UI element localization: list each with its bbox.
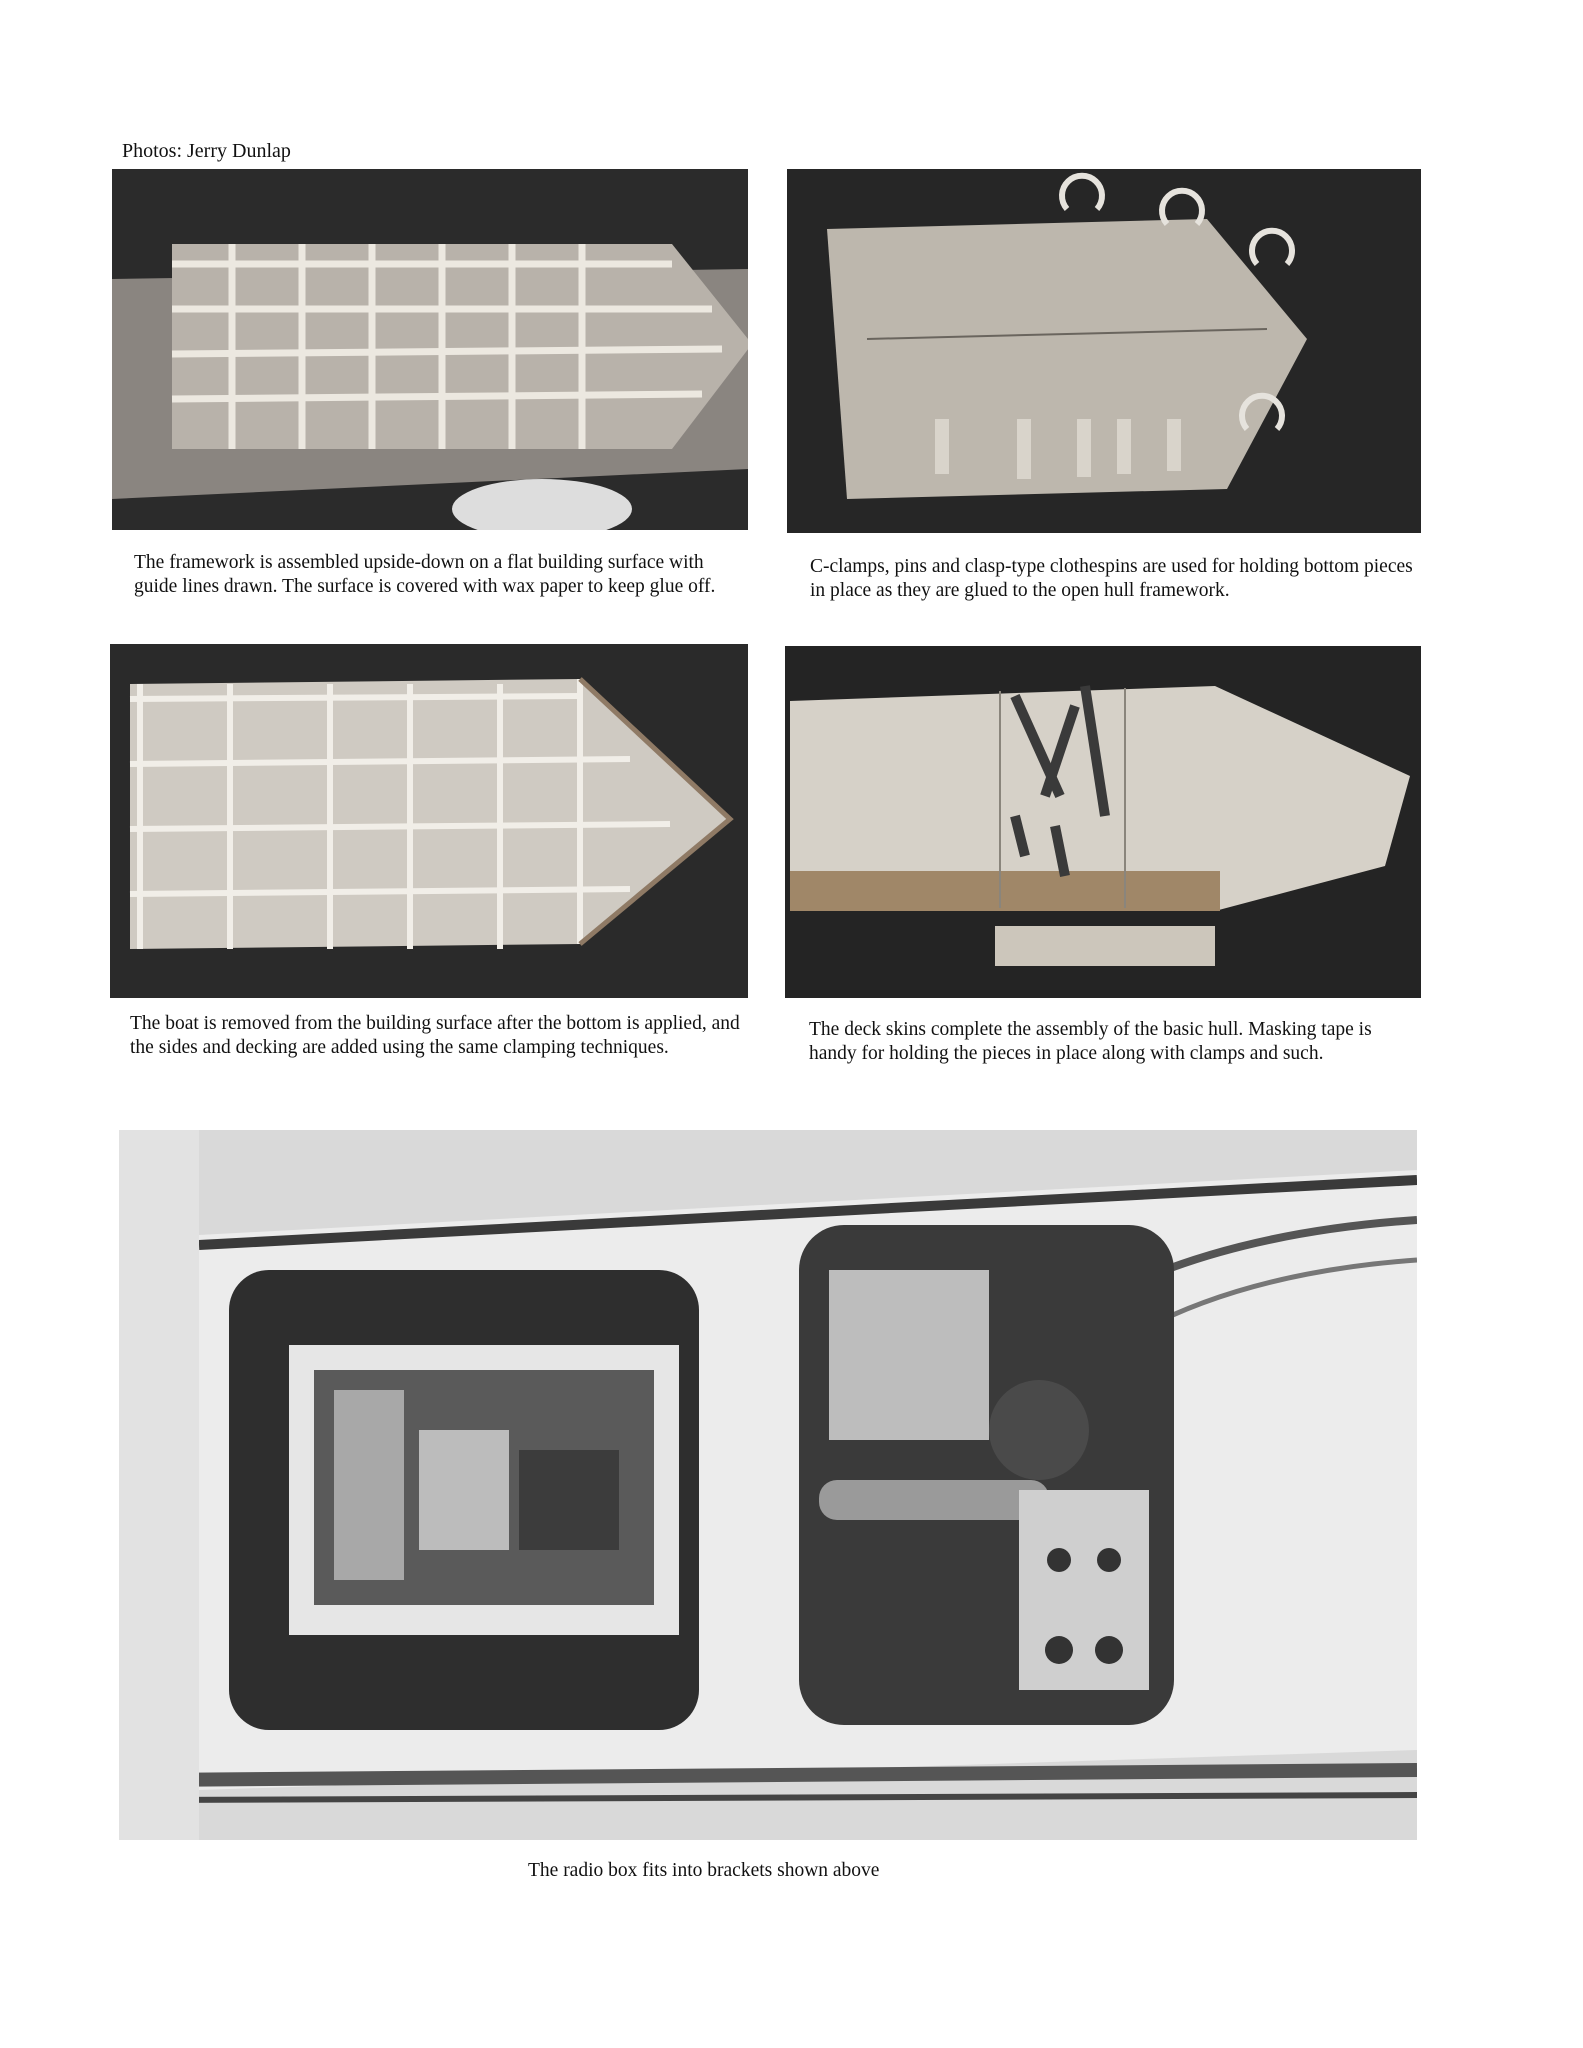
sides-decking-caption: The boat is removed from the building surface after the bottom is applied, and the sides and decking are added using the same clamping techniques.: [130, 1013, 740, 1058]
clamps-photo: [787, 169, 1421, 533]
framework-caption: The framework is assembled upside-down on a flat building surface with guide lines drawn. The surface is covered with wax paper to keep glue off.: [134, 552, 716, 597]
photo-credit: Photos: Jerry Dunlap: [122, 140, 291, 162]
framework-photo: [112, 169, 748, 530]
radio-box-photo: [119, 1130, 1417, 1840]
deck-skins-photo: [785, 646, 1421, 998]
deck-skins-caption: The deck skins complete the assembly of the basic hull. Masking tape is handy for holding the pieces in place along with clamps and such.: [809, 1019, 1372, 1064]
clamps-caption: C-clamps, pins and clasp-type clothespins are used for holding bottom pieces in place as they are glued to the open hull framework.: [810, 556, 1413, 601]
sides-decking-photo: [110, 644, 748, 998]
radio-box-caption: The radio box fits into brackets shown above: [528, 1860, 880, 1881]
